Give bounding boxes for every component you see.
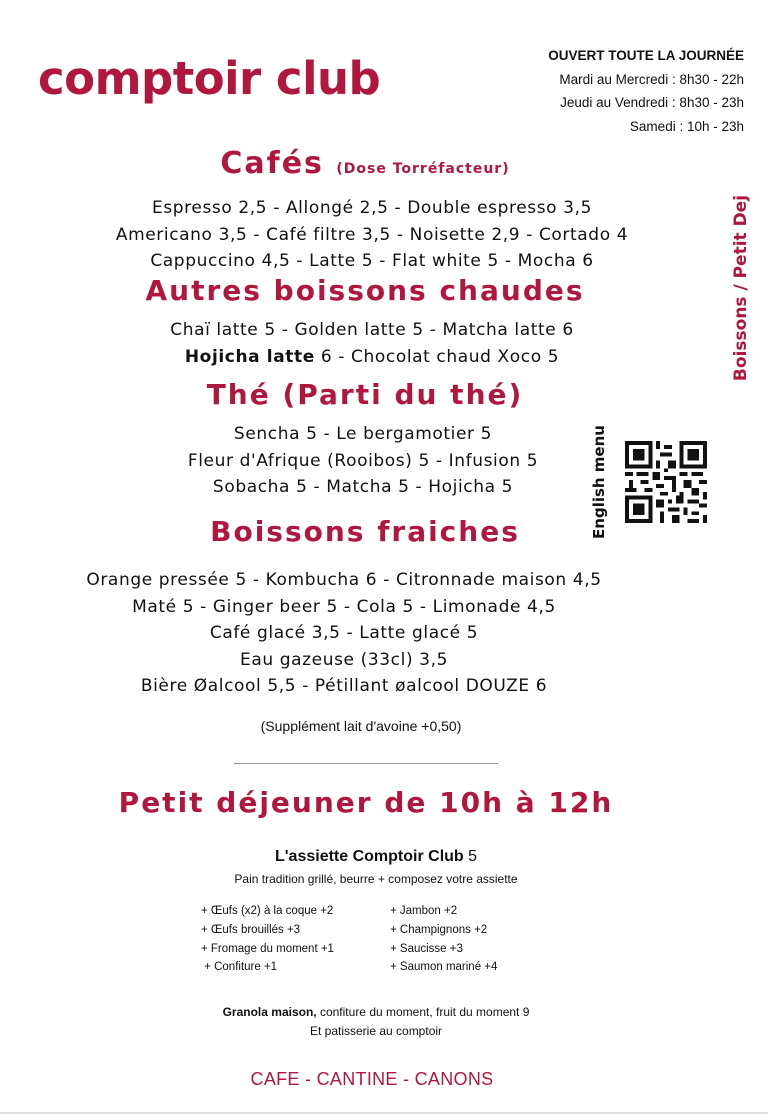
- menu-line: Bière Øalcool 5,5 - Pétillant øalcool DOUZE 6: [140, 676, 548, 696]
- option-item: + Œufs brouillés +3: [201, 923, 301, 936]
- english-menu-label: English menu: [590, 425, 608, 539]
- cafes-title: [0, 146, 730, 181]
- menu-line: [0, 344, 744, 371]
- side-section-label: Boissons / Petit Dej: [731, 194, 751, 382]
- cold-drinks-title: Boissons fraiches: [210, 515, 520, 548]
- hours-heading: OUVERT TOUTE LA JOURNÉE: [548, 48, 744, 63]
- menu-line-rest: 6 - Chocolat chaud Xoco 5: [314, 346, 560, 367]
- granola-rest: confiture du moment, fruit du moment 9: [316, 1005, 530, 1019]
- menu-line: Eau gazeuse (33cl) 3,5: [239, 649, 449, 670]
- tea-title: Thé (Parti du thé): [206, 378, 524, 411]
- hours-line: Jeudi au Vendredi : 8h30 - 23h: [560, 95, 744, 110]
- option-item: + Champignons +2: [390, 923, 488, 936]
- tea-list: [0, 421, 726, 501]
- hours-line: Samedi : 10h - 23h: [629, 118, 744, 134]
- options-left: [201, 902, 334, 977]
- menu-line: Sobacha 5 - Matcha 5 - Hojicha 5: [212, 477, 514, 497]
- cafes-title-text: Cafés: [220, 146, 324, 181]
- option-item: + Fromage du moment +1: [201, 942, 334, 955]
- option-item: + Confiture +1: [201, 961, 278, 974]
- plate-price: 5: [463, 848, 478, 865]
- option-item: + Jambon +2: [390, 905, 458, 917]
- cafes-list: [0, 195, 744, 275]
- menu-line: Chaï latte 5 - Golden latte 5 - Matcha latte 6: [170, 320, 574, 340]
- option-item: + Saucisse +3: [390, 942, 463, 955]
- pastry-line: Et patisserie au comptoir: [309, 1024, 443, 1038]
- hours-line: Mardi au Mercredi : 8h30 - 22h: [559, 71, 744, 87]
- opening-hours: [548, 44, 744, 138]
- hot-drinks-list: [0, 317, 744, 370]
- plate-name: L'assiette Comptoir Club: [274, 848, 464, 865]
- menu-line: Cappuccino 4,5 - Latte 5 - Flat white 5 - Mocha 6: [150, 251, 594, 271]
- granola-line: [0, 1003, 752, 1022]
- option-item: + Œufs (x2) à la coque +2: [201, 905, 334, 917]
- granola-bold: Granola maison,: [222, 1005, 317, 1019]
- hot-drinks-title: Autres boissons chaudes: [145, 274, 585, 307]
- oat-milk-note: (Supplément lait d'avoine +0,50): [260, 718, 462, 734]
- menu-item-bold: Hojicha latte: [184, 346, 315, 367]
- brand-logo: comptoir club: [38, 52, 381, 105]
- options-right: [390, 902, 497, 977]
- breakfast-title: Petit déjeuner de 10h à 12h: [118, 786, 614, 819]
- cafes-subtitle: (Dose Torréfacteur): [336, 161, 510, 177]
- menu-line: Sencha 5 - Le bergamotier 5: [233, 424, 493, 444]
- menu-line: Espresso 2,5 - Allongé 2,5 - Double espresso 3,5: [151, 198, 593, 218]
- menu-line: Maté 5 - Ginger beer 5 - Cola 5 - Limonade 4,5: [132, 596, 556, 617]
- menu-line: Americano 3,5 - Café filtre 3,5 - Noisette 2,9 - Cortado 4: [115, 224, 629, 245]
- plate-description: Pain tradition grillé, beurre + composez votre assiette: [234, 872, 518, 886]
- option-item: + Saumon mariné +4: [390, 961, 498, 974]
- granola-block: [0, 1003, 752, 1041]
- plate-title: [0, 848, 752, 866]
- qr-code-icon[interactable]: [625, 441, 707, 523]
- menu-line: Fleur d'Afrique (Rooibos) 5 - Infusion 5: [187, 450, 539, 471]
- divider: [234, 763, 498, 764]
- cold-drinks-list: [0, 567, 688, 700]
- footer-tagline: CAFE - CANTINE - CANONS: [250, 1069, 494, 1089]
- menu-line: Café glacé 3,5 - Latte glacé 5: [209, 623, 479, 643]
- menu-line: Orange pressée 5 - Kombucha 6 - Citronnade maison 4,5: [86, 570, 602, 590]
